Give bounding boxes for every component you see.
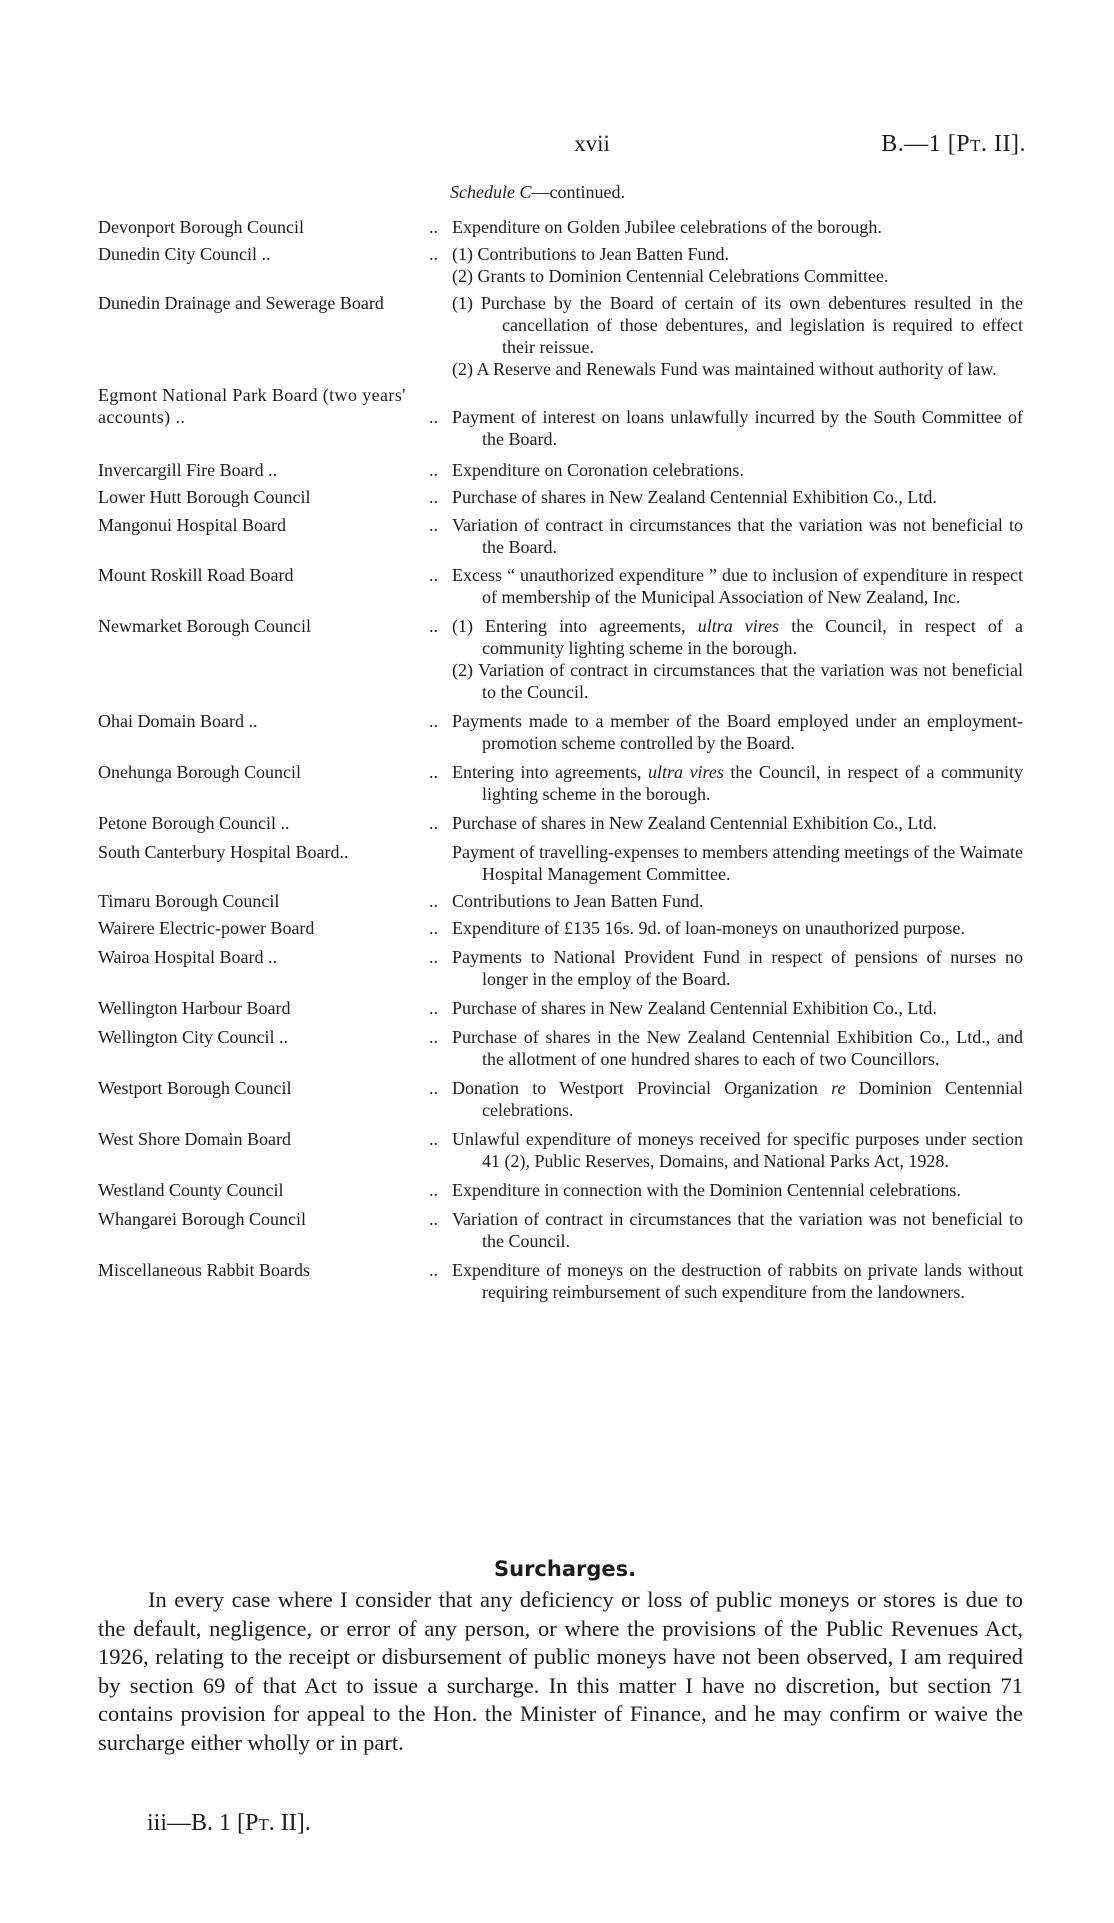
leader-dots: .. bbox=[429, 217, 438, 237]
description bbox=[442, 812, 1023, 834]
body-name: Wairere Electric-power Board bbox=[98, 918, 315, 938]
description-item: Purchase of shares in New Zealand Centennial Exhibition Co., Ltd. bbox=[452, 487, 937, 507]
schedule-row bbox=[98, 1179, 1023, 1201]
description-item: Expenditure of moneys on the destruction of rabbits on private lands without requiring reimbursement of such expenditure from the landowners. bbox=[452, 1260, 1023, 1302]
schedule-row bbox=[98, 761, 1023, 805]
description-item: Variation of contract in circumstances that the variation was not beneficial to the Council. bbox=[452, 1209, 1023, 1251]
body-name: Mount Roskill Road Board bbox=[98, 565, 294, 585]
schedule-row bbox=[98, 1077, 1023, 1121]
body-name: Mangonui Hospital Board bbox=[98, 515, 286, 535]
schedule-row bbox=[98, 1128, 1023, 1172]
schedule-row bbox=[98, 459, 1023, 481]
leader-dots: .. bbox=[429, 565, 438, 585]
description bbox=[442, 1179, 1023, 1201]
description-item: (1) Contributions to Jean Batten Fund. bbox=[452, 244, 729, 264]
schedule-row bbox=[98, 841, 1023, 885]
description-item: Purchase of shares in New Zealand Centennial Exhibition Co., Ltd. bbox=[452, 998, 937, 1018]
description-item: Contributions to Jean Batten Fund. bbox=[452, 891, 704, 911]
document-reference bbox=[881, 131, 1026, 158]
body-name: Lower Hutt Borough Council bbox=[98, 487, 311, 507]
leader-dots: .. bbox=[429, 460, 438, 480]
schedule-row bbox=[98, 1208, 1023, 1252]
description bbox=[442, 1026, 1023, 1070]
footer-signature bbox=[147, 1810, 311, 1837]
schedule-row bbox=[98, 917, 1023, 939]
description-item: Expenditure of £135 16s. 9d. of loan-moneys on unauthorized purpose. bbox=[452, 918, 965, 938]
schedule-heading-rest: —continued. bbox=[531, 182, 625, 202]
body-name: Petone Borough Council .. bbox=[98, 813, 290, 833]
body-name: Dunedin City Council .. bbox=[98, 244, 271, 264]
description-item: (1) Entering into agreements, ultra vires the Council, in respect of a community lighting scheme in the borough. bbox=[452, 616, 1023, 658]
description-item: Expenditure on Coronation celebrations. bbox=[452, 460, 744, 480]
description-item: Variation of contract in circumstances that the variation was not beneficial to the Board. bbox=[452, 515, 1023, 557]
description bbox=[442, 710, 1023, 754]
description bbox=[442, 243, 1023, 287]
description-item: (2) A Reserve and Renewals Fund was maintained without authority of law. bbox=[452, 359, 997, 379]
signature-mark: iii—B. 1 bbox=[147, 1810, 232, 1836]
schedule-row bbox=[98, 384, 1023, 450]
leader-dots: .. bbox=[429, 244, 438, 264]
surcharges-paragraph: In every case where I consider that any deficiency or loss of public moneys or stores is due to the default, negligence, or error of any person, or where the provisions of the Public Revenues Act, 1926, relating to the receipt or disbursement of public moneys have not been observed, I am required by section 69 of that Act to issue a surcharge. In this matter I have no discretion, but section 71 contains provision for appeal to the Hon. the Minister of Finance, and he may confirm or waive the surcharge either wholly or in part. bbox=[98, 1587, 1023, 1755]
body-name: Westland County Council bbox=[98, 1180, 284, 1200]
schedule-row bbox=[98, 890, 1023, 912]
leader-dots: .. bbox=[429, 813, 438, 833]
leader-dots: .. bbox=[429, 947, 438, 967]
leader-dots: .. bbox=[429, 891, 438, 911]
body-name: South Canterbury Hospital Board.. bbox=[98, 842, 349, 862]
description-item: Payments made to a member of the Board employed under an employment-promotion scheme controlled by the Board. bbox=[452, 711, 1023, 753]
schedule-table bbox=[98, 216, 1023, 1303]
body-name: Onehunga Borough Council bbox=[98, 762, 301, 782]
body-name: Ohai Domain Board .. bbox=[98, 711, 258, 731]
signature-part: [Pt. II]. bbox=[237, 1810, 311, 1836]
description bbox=[442, 761, 1023, 805]
description bbox=[442, 946, 1023, 990]
body-name: West Shore Domain Board bbox=[98, 1129, 292, 1149]
schedule-row bbox=[98, 514, 1023, 558]
leader-dots: .. bbox=[429, 1209, 438, 1229]
leader-dots: .. bbox=[429, 918, 438, 938]
description bbox=[442, 917, 1023, 939]
schedule-row bbox=[98, 243, 1023, 287]
description-item: Entering into agreements, ultra vires the Council, in respect of a community lighting scheme in the borough. bbox=[452, 762, 1024, 804]
body-name: Wellington City Council .. bbox=[98, 1027, 289, 1047]
description-item: Donation to Westport Provincial Organization re Dominion Centennial celebrations. bbox=[452, 1078, 1023, 1120]
description bbox=[442, 564, 1023, 608]
description bbox=[442, 486, 1023, 508]
description-item: Purchase of shares in the New Zealand Centennial Exhibition Co., Ltd., and the allotment of one hundred shares to each of two Councillors. bbox=[452, 1027, 1023, 1069]
description bbox=[442, 292, 1023, 380]
body-name: Whangarei Borough Council bbox=[98, 1209, 306, 1229]
body-name: Dunedin Drainage and Sewerage Board bbox=[98, 293, 384, 313]
description bbox=[442, 1259, 1023, 1303]
description-item: Purchase of shares in New Zealand Centennial Exhibition Co., Ltd. bbox=[452, 813, 937, 833]
body-name: Miscellaneous Rabbit Boards bbox=[98, 1260, 310, 1280]
schedule-row bbox=[98, 946, 1023, 990]
leader-dots: .. bbox=[429, 515, 438, 535]
description-item: Expenditure on Golden Jubilee celebrations of the borough. bbox=[452, 217, 882, 237]
body-name: Invercargill Fire Board .. bbox=[98, 460, 278, 480]
description-item: Payment of travelling-expenses to members attending meetings of the Waimate Hospital Management Committee. bbox=[452, 842, 1023, 884]
leader-dots: .. bbox=[429, 998, 438, 1018]
schedule-row bbox=[98, 812, 1023, 834]
description bbox=[442, 216, 1023, 238]
description bbox=[442, 997, 1023, 1019]
description-item: (2) Grants to Dominion Centennial Celebrations Committee. bbox=[452, 266, 889, 286]
schedule-row bbox=[98, 997, 1023, 1019]
schedule-row bbox=[98, 1259, 1023, 1303]
body-name: Wairoa Hospital Board .. bbox=[98, 947, 278, 967]
doc-ref-code: B.—1 bbox=[881, 131, 942, 157]
schedule-heading-italic: Schedule C bbox=[450, 182, 532, 202]
description bbox=[442, 514, 1023, 558]
description bbox=[442, 1077, 1023, 1121]
schedule-row bbox=[98, 486, 1023, 508]
body-name: Egmont National Park Board (two years' accounts) .. bbox=[98, 385, 406, 427]
leader-dots bbox=[415, 292, 442, 380]
leader-dots: .. bbox=[429, 1129, 438, 1149]
description-item: Unlawful expenditure of moneys received for specific purposes under section 41 (2), Public Reserves, Domains, and National Parks Act, 1928. bbox=[452, 1129, 1023, 1171]
description-item: Payments to National Provident Fund in respect of pensions of nurses no longer in the employ of the Board. bbox=[452, 947, 1023, 989]
schedule-row bbox=[98, 710, 1023, 754]
surcharges-title: Surcharges. bbox=[494, 1557, 637, 1581]
description bbox=[442, 384, 1023, 450]
leader-dots: .. bbox=[429, 1027, 438, 1047]
body-name: Newmarket Borough Council bbox=[98, 616, 311, 636]
schedule-row bbox=[98, 564, 1023, 608]
page-number: xvii bbox=[574, 131, 610, 156]
schedule-row bbox=[98, 615, 1023, 703]
leader-dots: .. bbox=[429, 616, 438, 636]
schedule-row bbox=[98, 1026, 1023, 1070]
description-item: (2) Variation of contract in circumstances that the variation was not beneficial to the Council. bbox=[452, 660, 1023, 702]
leader-dots: .. bbox=[429, 1078, 438, 1098]
schedule-row bbox=[98, 292, 1023, 380]
description bbox=[442, 890, 1023, 912]
description bbox=[442, 459, 1023, 481]
leader-dots bbox=[415, 841, 442, 885]
leader-dots: .. bbox=[429, 407, 438, 427]
schedule-heading bbox=[450, 182, 625, 203]
description bbox=[442, 841, 1023, 885]
doc-ref-part: [Pt. II]. bbox=[947, 131, 1026, 157]
description-item: Expenditure in connection with the Dominion Centennial celebrations. bbox=[452, 1180, 961, 1200]
description bbox=[442, 1128, 1023, 1172]
description bbox=[442, 615, 1023, 703]
body-name: Devonport Borough Council bbox=[98, 217, 304, 237]
body-name: Timaru Borough Council bbox=[98, 891, 280, 911]
description-item: Payment of interest on loans unlawfully incurred by the South Committee of the Board. bbox=[452, 407, 1023, 449]
body-name: Wellington Harbour Board bbox=[98, 998, 291, 1018]
leader-dots: .. bbox=[429, 762, 438, 782]
leader-dots: .. bbox=[429, 1260, 438, 1280]
description-item: Excess “ unauthorized expenditure ” due to inclusion of expenditure in respect of membership of the Municipal Association of New Zealand, Inc. bbox=[452, 565, 1023, 607]
description bbox=[442, 1208, 1023, 1252]
description-item: (1) Purchase by the Board of certain of its own debentures resulted in the cancellation of those debentures, and legislation is required to effect their reissue. bbox=[452, 293, 1023, 357]
leader-dots: .. bbox=[429, 711, 438, 731]
schedule-row bbox=[98, 216, 1023, 238]
body-name: Westport Borough Council bbox=[98, 1078, 292, 1098]
leader-dots: .. bbox=[429, 1180, 438, 1200]
leader-dots: .. bbox=[429, 487, 438, 507]
